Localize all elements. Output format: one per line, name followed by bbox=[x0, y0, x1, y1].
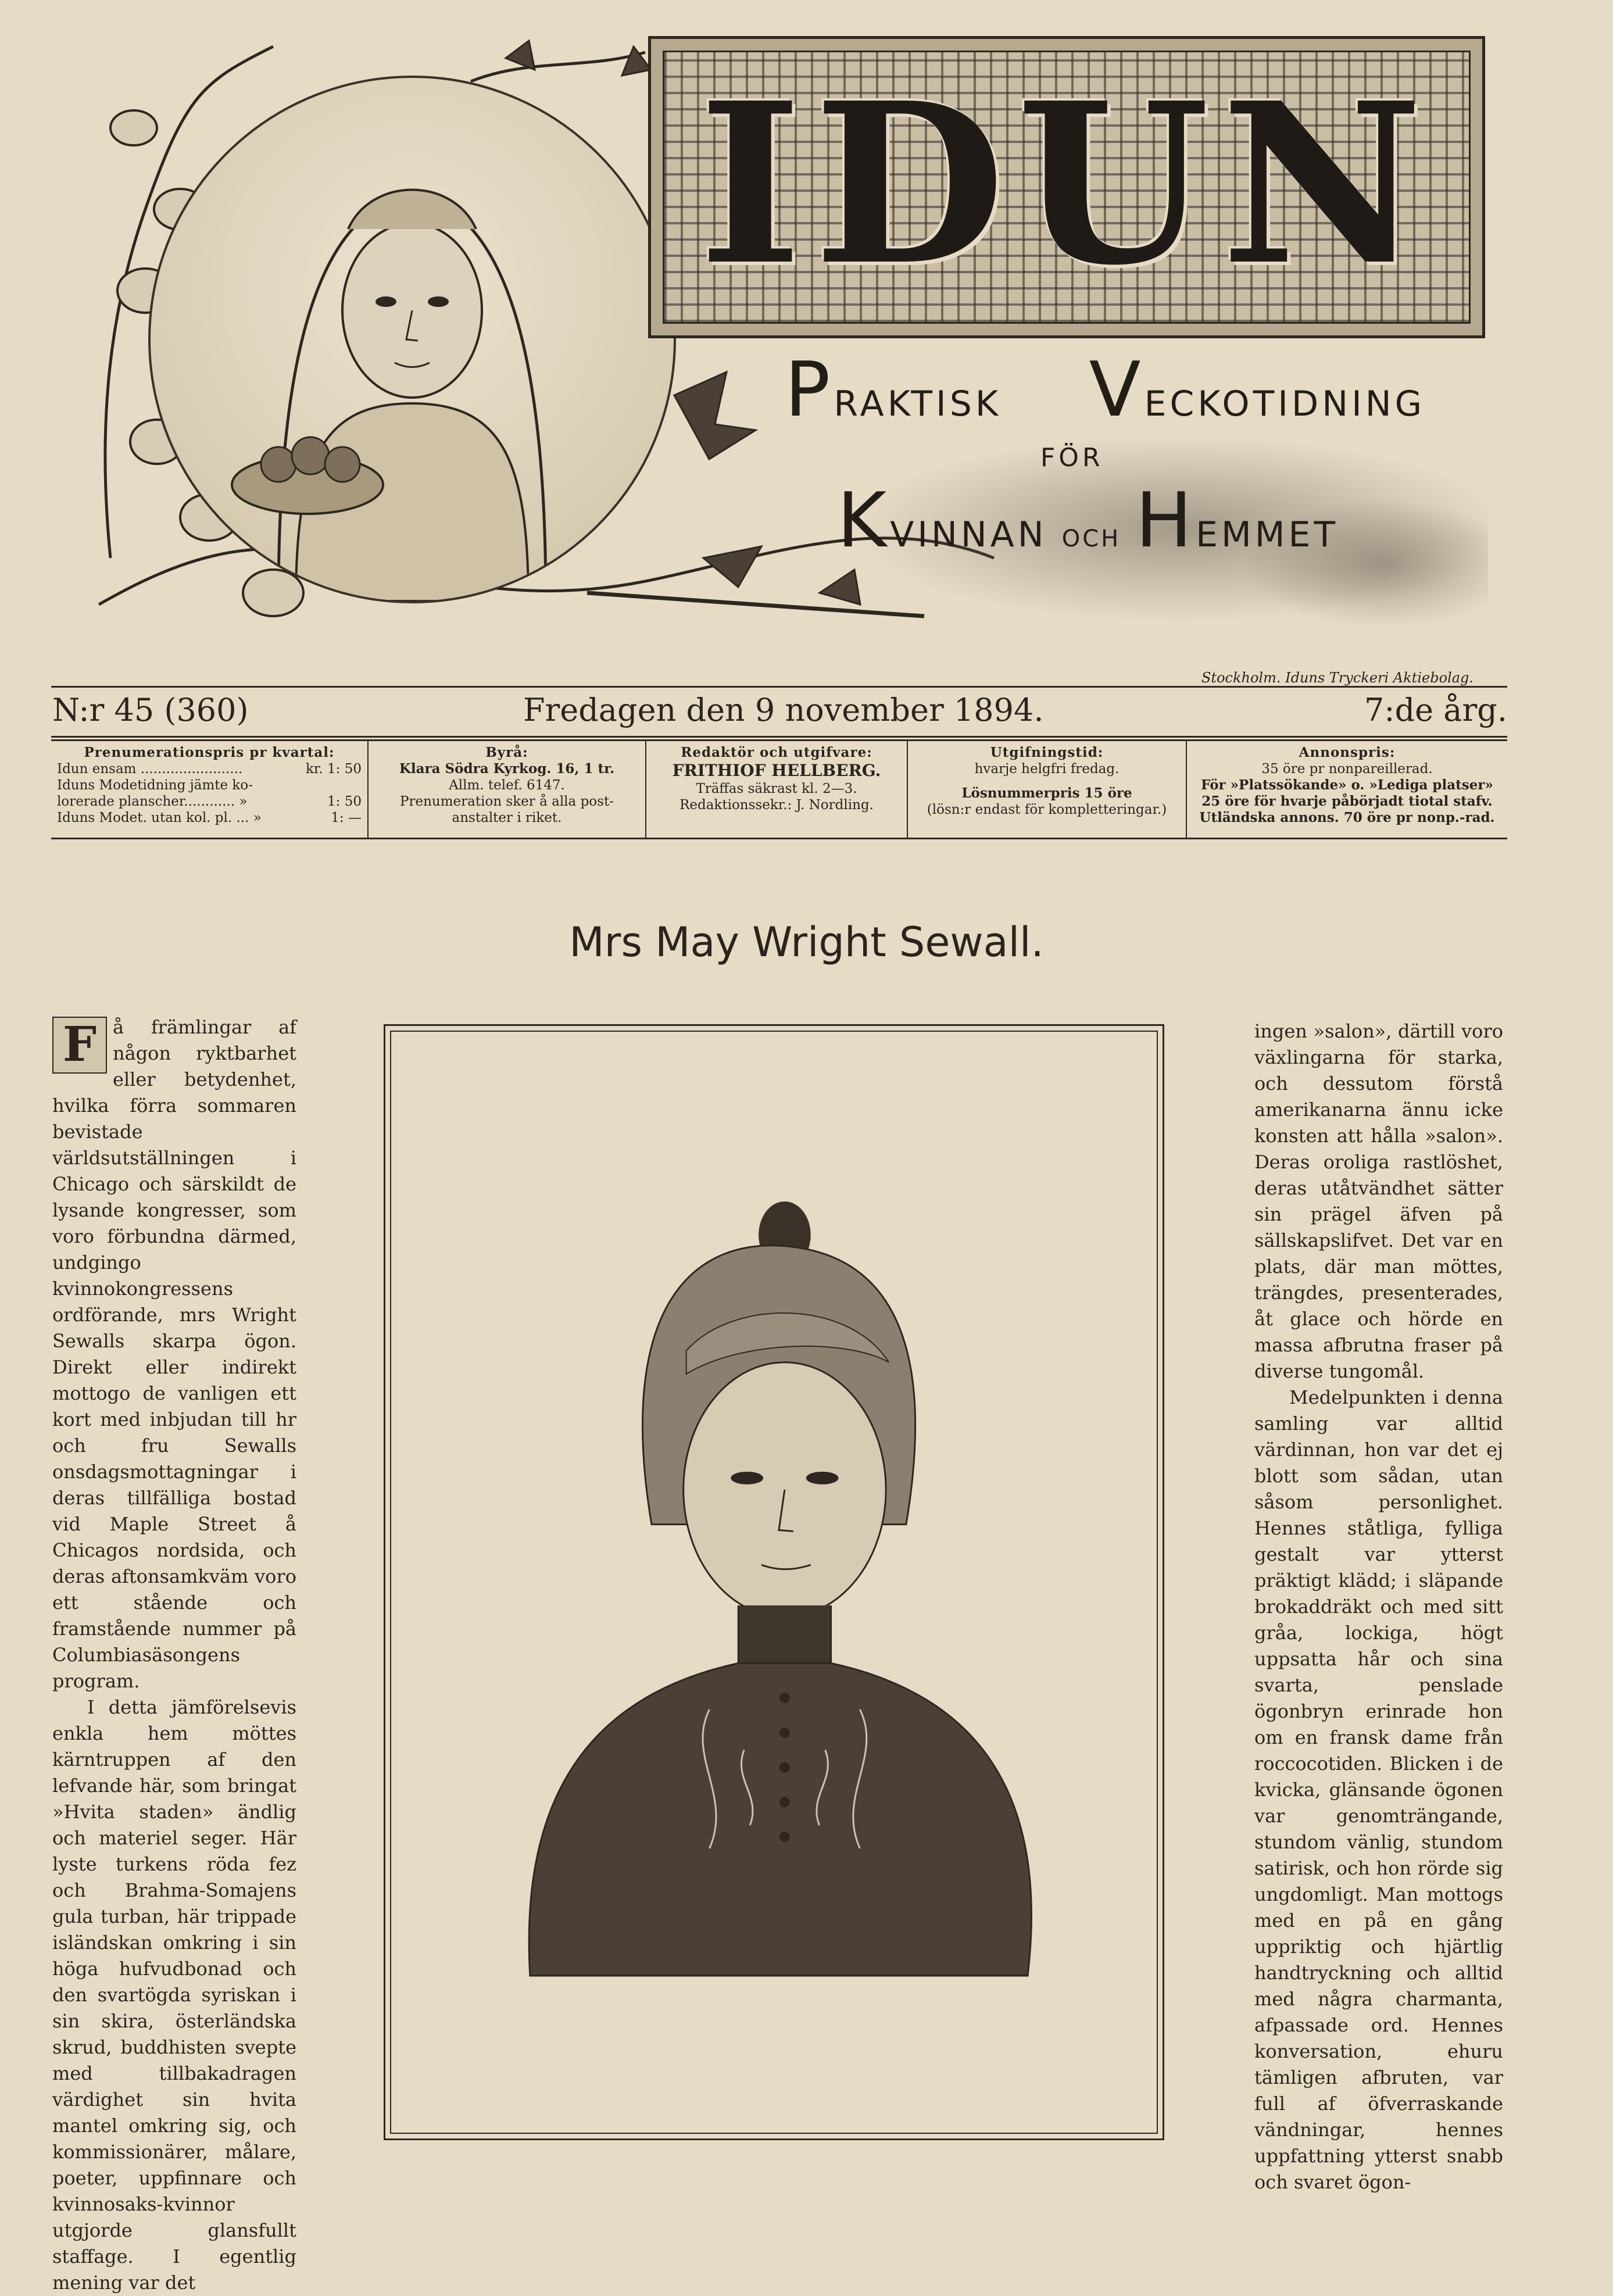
office-phone: Allm. telef. 6147. bbox=[449, 778, 565, 793]
editor-name: FRITHIOF HELLBERG. bbox=[672, 761, 881, 780]
subscription-info bbox=[51, 741, 369, 838]
masthead-portrait bbox=[148, 76, 676, 603]
sewall-portrait bbox=[385, 1026, 1163, 2138]
price-row: lorerade planscher............ » 1: 50 bbox=[57, 794, 362, 809]
subscription-heading: Prenumerationspris pr kvartal: bbox=[84, 745, 335, 760]
masthead-subtitle-line2: FÖR bbox=[1040, 443, 1104, 473]
printer-imprint: Stockholm. Iduns Tryckeri Aktiebolag. bbox=[1201, 670, 1473, 686]
ads-heading: Annonspris: bbox=[1299, 745, 1396, 760]
article-title: Mrs May Wright Sewall. bbox=[569, 918, 1044, 966]
single-issue-price: Lösnummerpris 15 öre bbox=[961, 785, 1132, 801]
ads-line: Utländska annons. 70 öre pr nonp.-rad. bbox=[1199, 810, 1495, 825]
paragraph: F å främlingar af någon ryktbarhet eller betydenhet, hvilka förra sommaren bevistade världsutställningen i Chicago och särskildt de lysande kongresser, som voro förbundna därmed, undgingo kvinnokongressens ordförande, mrs Wright Sewalls skarpa ögon. Direkt eller indirekt mottogo de vanligen ett kort med inbjudan till hr och fru Sewalls onsdagsmottagningar i deras tillfälliga bostad vid Maple Street å Chicagos nordsida, och deras aftonsamkväm voro ett stående och framstående nummer på Columbiasäsongens program. bbox=[52, 1016, 296, 1692]
issue-date: Fredagen den 9 november 1894. bbox=[523, 692, 1044, 728]
info-table bbox=[51, 739, 1507, 839]
divider bbox=[51, 736, 1507, 738]
price-row: Idun ensam ........................ kr. 1: 50 bbox=[57, 761, 362, 777]
publication-info bbox=[908, 741, 1187, 838]
editor-heading: Redaktör och utgifvare: bbox=[681, 745, 872, 760]
portrait-engraving bbox=[384, 1024, 1164, 2140]
office-info bbox=[369, 741, 646, 838]
paragraph: Medelpunkten i denna samling var alltid värdinnan, hon var det ej blott som sådan, utan såsom personlighet. Hennes ståtliga, fylliga gestalt var ytterst präktigt klädd; i släpande brokaddräkt och med sitt gråa, lockiga, högt uppsatta hår och sina svarta, penslade ögonbryn erinrade hon om en fransk dame från roccocotiden. Blicken i de kvicka, glänsande ögonen var genomträngande, stundom vänlig, stundom satirisk, och hon rörde sig ungdomligt. Man mottogs med en på en gång uppriktig och hjärtlig handtryckning och alltid med några charmanta, afpassade ord. Hennes konversation, ehuru tämligen afbruten, var full af öfverraskande vändningar, hennes uppfattning ytterst snabb och svaret ögon- bbox=[1254, 1386, 1503, 2193]
drop-cap: F bbox=[52, 1017, 107, 1074]
single-issue-note: (lösn:r endast för kompletteringar.) bbox=[927, 802, 1167, 817]
article-column-right bbox=[1254, 1018, 1503, 2195]
price-row: Iduns Modetidning jämte ko- bbox=[57, 778, 253, 793]
price-row: Iduns Modet. utan kol. pl. ... » 1: — bbox=[57, 810, 362, 825]
divider bbox=[51, 686, 1507, 688]
article-column-left bbox=[52, 1014, 296, 2296]
ads-info bbox=[1187, 741, 1507, 838]
ads-line: 35 öre pr nonpareillerad. bbox=[1261, 761, 1433, 777]
paragraph: I detta jämförelsevis enkla hem möttes kärntruppen af den lefvande här, som bringat »Hvita staden» ändlig och materiel seger. Här lyste turkens röda fez och Brahma-Somajens gula turban, här trippade isländskan omkring i sin höga hufvudbonad och den svartögda syriskan i sin skira, österländska skrud, buddhisten svepte med tillbakadragen värdighet sin hvita mantel omkring sig, och kommissionärer, målare, poeter, uppfinnare och kvinnosaks-kvinnor utgjorde glansfullt staffage. I egentlig mening var det bbox=[52, 1696, 296, 2294]
editor-secretary: Redaktionssekr.: J. Nordling. bbox=[679, 797, 874, 813]
office-address: Klara Södra Kyrkog. 16, 1 tr. bbox=[399, 761, 615, 777]
paragraph: ingen »salon», därtill voro växlingarna för starka, och dessutom förstå amerikanarna ännu icke konsten att hålla »salon». Deras oroliga rastlöshet, deras utåtvändhet sätter sin prägel äfven på sällskapslifvet. Det var en plats, där man möttes, trängdes, presenterades, åt glace och hörde en massa afbrutna fraser på diverse tungomål. bbox=[1254, 1020, 1503, 1382]
publication-schedule: hvarje helgfri fredag. bbox=[974, 761, 1120, 777]
office-note: Prenumeration sker å alla post-anstalter i riket. bbox=[400, 794, 614, 825]
masthead-subtitle-line1: PRAKTISK VECKOTIDNING bbox=[785, 345, 1426, 434]
publication-heading: Utgifningstid: bbox=[990, 745, 1104, 760]
masthead-subtitle-line3: KVINNAN OCH HEMMET bbox=[837, 476, 1339, 564]
masthead-title-block bbox=[648, 36, 1485, 338]
editor-hours: Träffas säkrast kl. 2—3. bbox=[696, 781, 857, 796]
ads-line: För »Platssökande» o. »Lediga platser» bbox=[1201, 777, 1493, 793]
maiden-illustration bbox=[151, 78, 674, 601]
issue-number: N:r 45 (360) bbox=[52, 692, 249, 728]
masthead-title: IDUN bbox=[698, 54, 1435, 314]
issue-year: 7:de årg. bbox=[1364, 692, 1507, 728]
editor-info bbox=[646, 741, 908, 838]
ads-line: 25 öre för hvarje påbörjadt tiotal stafv. bbox=[1201, 793, 1493, 809]
office-heading: Byrå: bbox=[485, 745, 528, 760]
